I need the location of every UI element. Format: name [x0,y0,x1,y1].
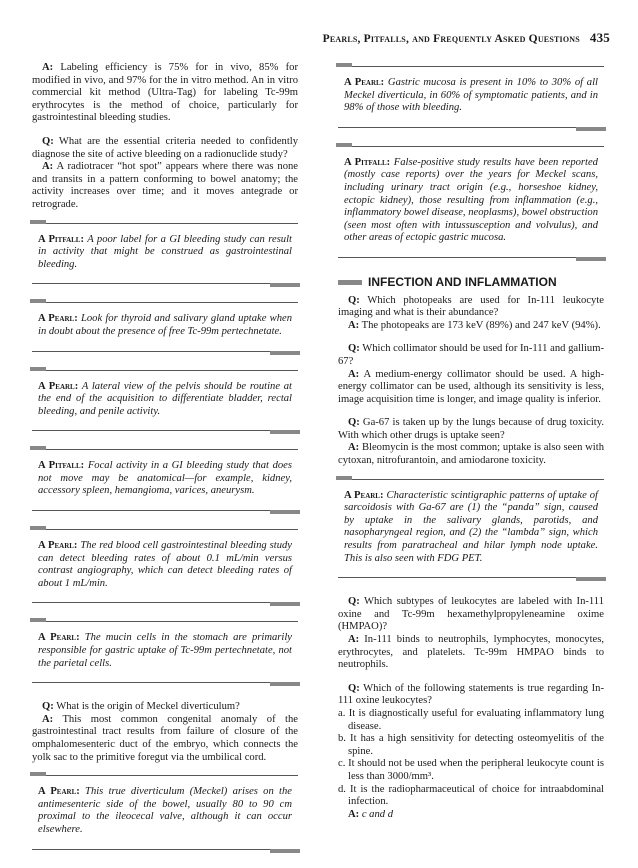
pearl-box: A Pearl: A lateral view of the pelvis should be routine at the end of the acquisition to differentiate bladder, rectal bleeding, and penile activity. [32,370,298,432]
answer-options [338,708,604,809]
left-column [32,62,298,868]
pitfall-box: A Pitfall: Focal activity in a GI bleeding study that does not move may be anatomical—for example, kidney, accessory spleen, hemangioma, varices, aneurysm. [32,449,298,511]
section-heading: INFECTION AND INFLAMMATION [338,276,604,289]
answer: A: In-111 binds to neutrophils, lymphocytes, monocytes, erythrocytes, and platelets. Tc-99m HMPAO binds to neutrophils. [338,634,604,671]
pearl-box: A Pearl: The red blood cell gastrointestinal bleeding study can detect bleeding rates of about 0.1 mL/min versus contrast angiography, which can detect bleeding rates of about 1 mL/min. [32,529,298,603]
answer: A: A medium-energy collimator should be used. A high-energy collimator can be used, although its sensitivity is less, image acquisition time is longer, and image quality is inferior. [338,368,604,405]
question: Q: Ga-67 is taken up by the lungs because of drug toxicity. With which other drugs is uptake seen? [338,417,604,441]
question: Q: Which collimator should be used for In-111 and gallium-67? [338,343,604,367]
pearl-box: A Pearl: Characteristic scintigraphic patterns of uptake of sarcoidosis with Ga-67 are (1) the “panda” sign, caused by uptake in the salivary glands, parotids, and nasopharyngeal region, and (2) the “lambda” sign, which results from paratracheal and hilar lymph node uptake. This is also seen with FDG PET. [338,479,604,579]
answer: A: Labeling efficiency is 75% for in vivo, 85% for modified in vivo, and 97% for the in vitro method. An in vitro commercial kit method (Ultra-Tag) for labeling Tc-99m erythrocytes is the method of choice, particularly for gastrointestinal bleeding studies. [32,62,298,124]
right-column [338,62,604,832]
pearl-box: A Pearl: Gastric mucosa is present in 10% to 30% of all Meckel diverticula, in 60% of symptomatic patients, and in 98% of those with bleeding. [338,66,604,128]
option-d: d. It is the radiopharmaceutical of choice for intraabdominal infection. [338,783,604,808]
question: Q: Which photopeaks are used for In-111 leukocyte imaging and what is their abundance? [338,294,604,319]
answer: A: This most common congenital anomaly of the gastrointestinal tract results from failure of closure of the omphalomesenteric duct of the embryo, which connects the yolk sac to the primitive foregut via the umbilical cord. [32,713,298,763]
answer: A: A radiotracer “hot spot” appears where there was none and transits in a pattern conforming to bowel anatomy; the activity increases over time; and it moves antegrade or retrograde. [32,161,298,210]
pearl-box: A Pearl: This true diverticulum (Meckel) arises on the antimesenteric side of the bowel, usually 80 to 90 cm proximal to the ileocecal valve, although it can occur elsewhere. [32,775,298,849]
answer: A: Bleomycin is the most common; uptake is also seen with cytoxan, nitrofurantoin, and amiodarone toxicity. [338,442,604,467]
pearl-box: A Pearl: The mucin cells in the stomach are primarily responsible for gastric uptake of Tc-99m pertechnetate, not the parietal cells. [32,621,298,683]
question: Q: What is the origin of Meckel diverticulum? [42,701,240,713]
qa-collimator [338,343,604,406]
qa-labeling-efficiency [32,62,298,125]
pitfall-box: A Pitfall: A poor label for a GI bleeding study can result in activity that might be construed as gastrointestinal bleeding. [32,223,298,285]
qa-meckel-origin [32,701,298,764]
option-a: a. It is diagnostically useful for evaluating inflammatory lung disease. [338,707,604,732]
answer: A: The photopeaks are 173 keV (89%) and 247 keV (94%). [348,319,601,331]
question: Q: Which of the following statements is true regarding In-111 oxine leukocytes? [338,682,604,707]
qa-bleeding-criteria [32,136,298,212]
question: Q: Which subtypes of leukocytes are labeled with In-111 oxine and Tc-99m hexamethylpropyleneamine oxime (HMPAO)? [338,596,604,633]
answer: A: c and d [348,808,394,820]
qa-drug-toxicity [338,417,604,467]
pitfall-box: A Pitfall: False-positive study results have been reported (mostly case reports) over the years for Meckel scans, including urinary tract origin (e.g., horseshoe kidney, ectopic kidney), those resulting from inflammation (e.g., inflammatory bowel disease, neoplasms), bowel obstruction (seen most often with intussusception and volvulus), and other areas of ectopic gastric mucosa. [338,146,604,258]
qa-oxine-leukocytes [338,683,604,822]
pearl-box: A Pearl: Look for thyroid and salivary gland uptake when in doubt about the presence of free Tc-99m pertechnetate. [32,302,298,351]
running-header [0,30,610,46]
header-title: Pearls, Pitfalls, and Frequently Asked Questions [322,33,580,45]
question: Q: What are the essential criteria needed to confidently diagnose the site of active bleeding on a radionuclide study? [32,135,298,160]
option-c: c. It should not be used when the peripheral leukocyte count is less than 3000/mm³. [338,758,604,782]
qa-leukocyte-subtypes [338,596,604,672]
option-b: b. It has a high sensitivity for detecting osteomyelitis of the spine. [338,733,604,757]
page-number: 435 [589,30,610,45]
section-bar-icon [338,280,362,285]
qa-photopeaks [338,295,604,333]
